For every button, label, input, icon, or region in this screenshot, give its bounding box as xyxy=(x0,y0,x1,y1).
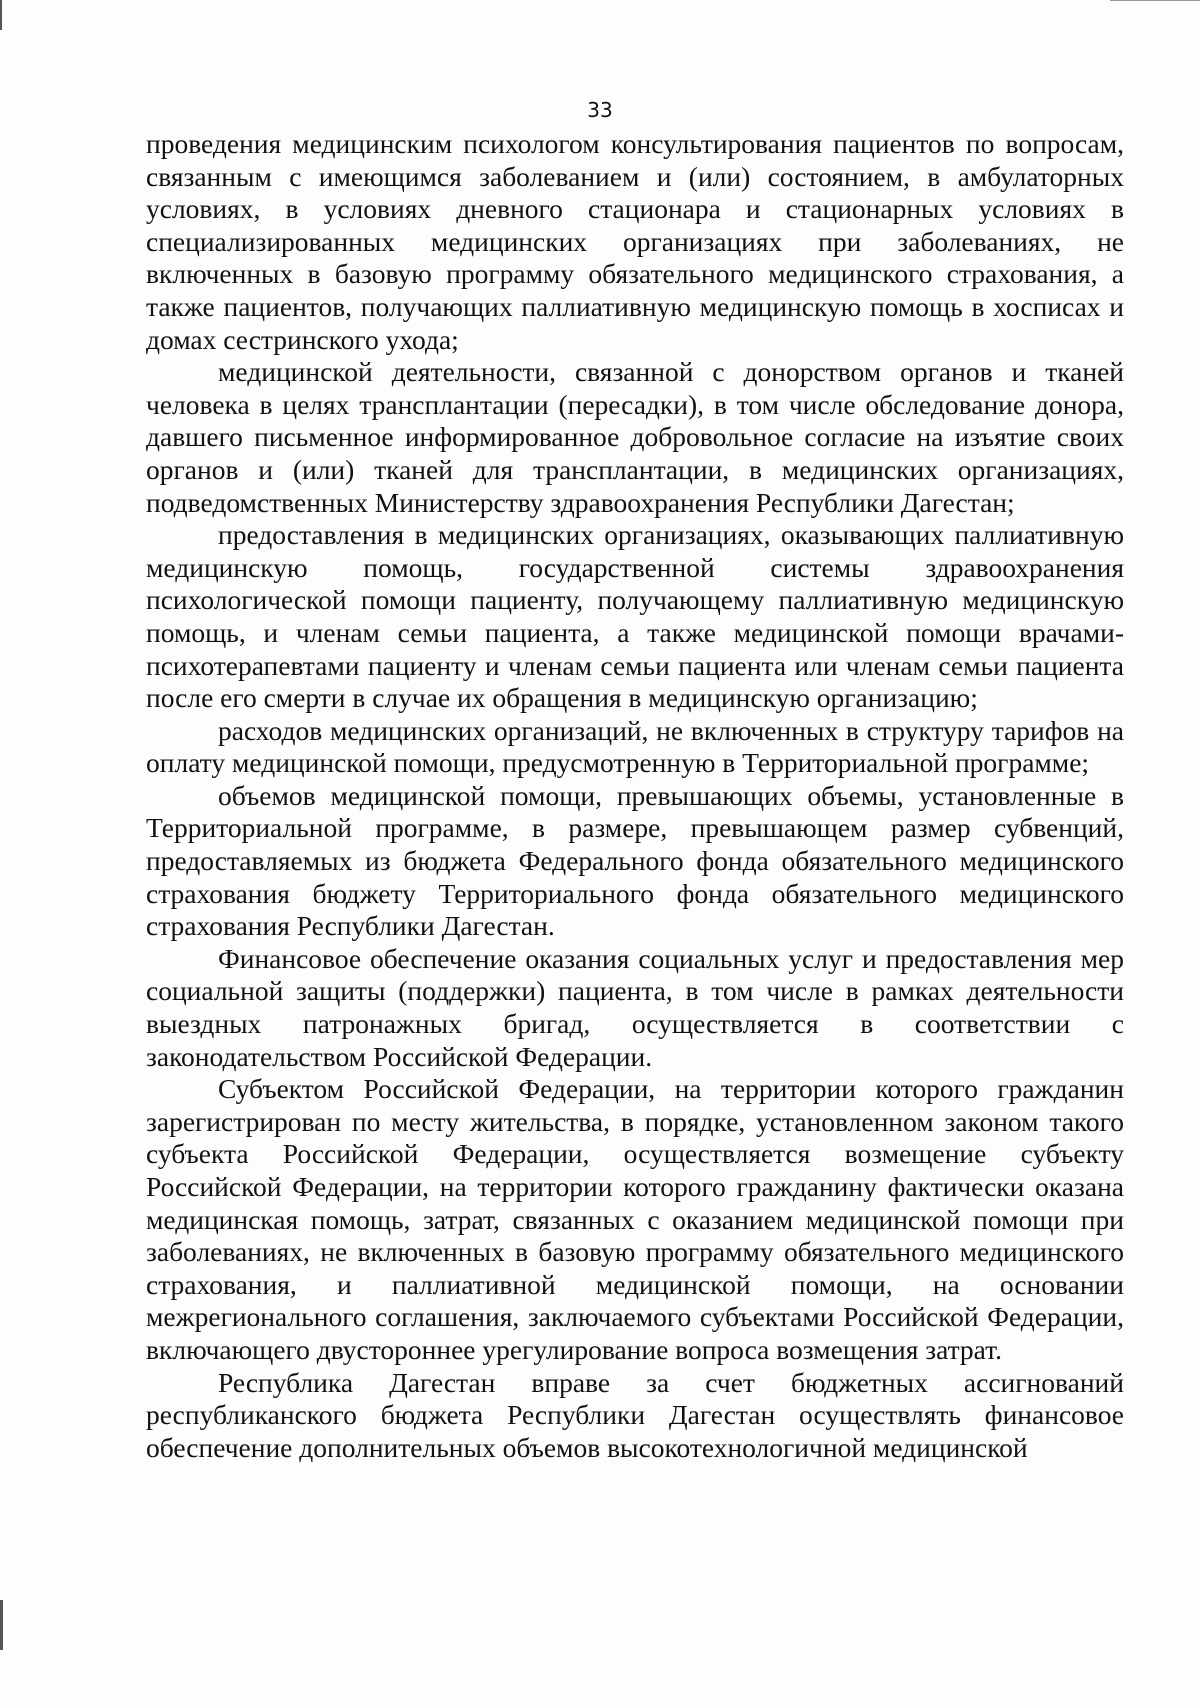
paragraph: Республика Дагестан вправе за счет бюджетных ассигнований республиканского бюджета Республики Дагестан осуществлять финансовое обеспечение дополнительных объемов высокотехнологичной медицинской xyxy=(146,1366,1124,1463)
paragraph: расходов медицинских организаций, не включенных в структуру тарифов на оплату медицинской помощи, предусмотренную в Территориальной программе; xyxy=(146,714,1124,779)
paragraph: проведения медицинским психологом консультирования пациентов по вопросам, связанным с имеющимся заболеванием и (или) состоянием, в амбулаторных условиях, в условиях дневного стационара и стационарных условиях в специализированных медицинских организациях при заболеваниях, не включенных в базовую программу обязательного медицинского страхования, а также пациентов, получающих паллиативную медицинскую помощь в хосписах и домах сестринского ухода; xyxy=(146,128,1124,355)
scan-artifact-top-left xyxy=(0,0,2,30)
body-text xyxy=(146,128,1124,1464)
paragraph: объемов медицинской помощи, превышающих объемы, установленные в Территориальной программе, в размере, превышающем размер субвенций, предоставляемых из бюджета Федерального фонда обязательного медицинского страхования бюджету Территориального фонда обязательного медицинского страхования Республики Дагестан. xyxy=(146,779,1124,942)
scan-artifact-top-right xyxy=(1110,0,1200,1)
paragraph: Финансовое обеспечение оказания социальных услуг и предоставления мер социальной защиты (поддержки) пациента, в том числе в рамках деятельности выездных патронажных бригад, осуществляется в соответствии с законодательством Российской Федерации. xyxy=(146,942,1124,1072)
paragraph: медицинской деятельности, связанной с донорством органов и тканей человека в целях трансплантации (пересадки), в том числе обследование донора, давшего письменное информированное добровольное согласие на изъятие своих органов и (или) тканей для трансплантации, в медицинских организациях, подведомственных Министерству здравоохранения Республики Дагестан; xyxy=(146,356,1124,518)
paragraph: Субъектом Российской Федерации, на территории которого гражданин зарегистрирован по месту жительства, в порядке, установленном законом такого субъекта Российской Федерации, осуществляется возмещение субъекту Российской Федерации, на территории которого гражданину фактически оказана медицинская помощь, затрат, связанных с оказанием медицинской помощи при заболеваниях, не включенных в базовую программу обязательного медицинского страхования, и паллиативной медицинской помощи, на основании межрегионального соглашения, заключаемого субъектами Российской Федерации, включающего двустороннее урегулирование вопроса возмещения затрат. xyxy=(146,1073,1124,1365)
scan-artifact-left-edge xyxy=(0,1600,3,1650)
paragraph: предоставления в медицинских организациях, оказывающих паллиативную медицинскую помощь, государственной системы здравоохранения психологической помощи пациенту, получающему паллиативную медицинскую помощь, и членам семьи пациента, а также медицинской помощи врачами-психотерапевтами пациенту и членам семьи пациента или членам семьи пациента после его смерти в случае их обращения в медицинскую организацию; xyxy=(146,519,1124,714)
page-number: 33 xyxy=(587,98,613,122)
